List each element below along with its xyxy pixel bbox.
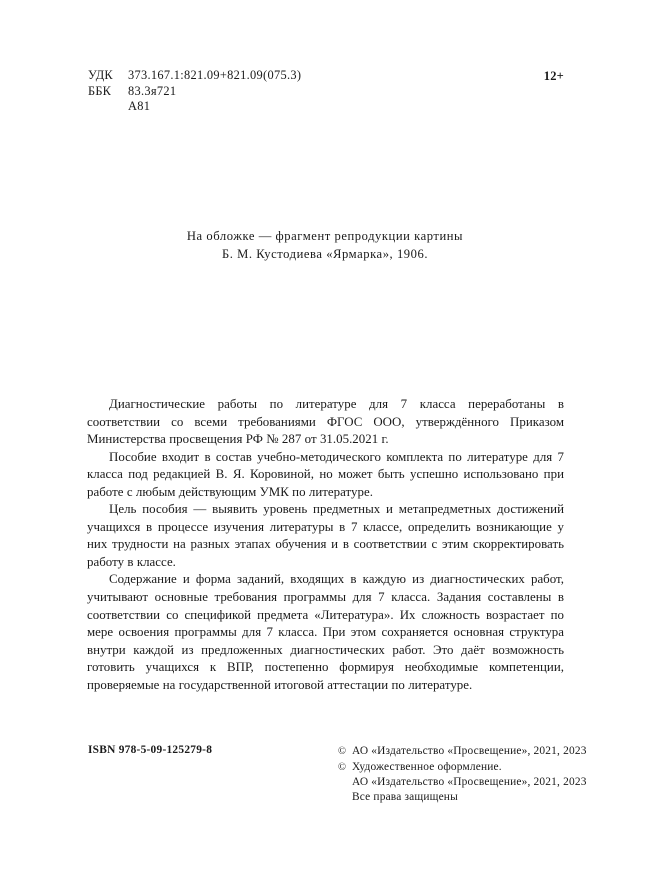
copyright-line-text: Художественное оформление. (352, 760, 502, 773)
age-rating-mark: 12+ (543, 69, 564, 83)
cover-credit-note (0, 228, 650, 263)
annotation-paragraph: Цель пособия — выявить уровень предметных и метапредметных достижений учащихся в процессе изучения литературы в 7 классе, определить возникающие у них трудности на разных этапах обучения и в соответствии с этим скорректировать работу в классе. (87, 502, 564, 569)
cover-credit-line-1: На обложке — фрагмент репродукции картины (186, 229, 464, 243)
copyright-icon: © (338, 761, 347, 773)
copyright-line (338, 790, 587, 805)
classification-row-bbk (88, 84, 301, 100)
udk-label: УДК (88, 68, 113, 82)
copyright-line (338, 760, 587, 776)
annotation-paragraph: Диагностические работы по литературе для 7 класса переработаны в соответствии со всеми требованиями ФГОС ООО, утверждённого Приказом Министерства просвещения РФ № 287 от 31.05.2021 г. (87, 397, 564, 447)
author-sign-value: А81 (128, 99, 151, 113)
classification-row-udk (88, 68, 301, 84)
isbn-text: ISBN 978-5-09-125279-8 (88, 744, 213, 756)
bbk-value: 83.3я721 (128, 83, 177, 98)
annotation-paragraph: Содержание и форма заданий, входящих в каждую из диагностических работ, учитывают основные требования программы для 7 класса. Задания составлены в соответствии со спецификой предмета «Литература». Их сложность возрастает по мере освоения программы для 7 класса. При этом сохраняется основная структура внутри каждой из предложенных диагностических работ. Это даёт возможность готовить учащихся к ВПР, постепенно формируя необходимые компетенции, проверяемые на государственной итоговой аттестации по литературе. (87, 572, 564, 692)
annotation-text (87, 396, 564, 694)
copyright-line-text: АО «Издательство «Просвещение», 2021, 2023 (352, 776, 587, 789)
bbk-label: ББК (88, 83, 112, 98)
copyright-icon: © (338, 746, 347, 757)
cover-credit-line-2: Б. М. Кустодиева «Ярмарка», 1906. (221, 246, 429, 261)
copyright-block (338, 744, 587, 804)
udk-value: 373.167.1:821.09+821.09(075.3) (128, 68, 302, 82)
copyright-line (338, 775, 587, 790)
annotation-paragraph: Пособие входит в состав учебно-методического комплекта по литературе для 7 класса под редакцией В. Я. Коровиной, но может быть успешно использовано при работе с любым действующим УМК по литературе. (87, 449, 564, 499)
author-sign-label (88, 99, 128, 115)
copyright-line-text: АО «Издательство «Просвещение», 2021, 2023 (352, 745, 587, 757)
classification-block (88, 68, 301, 115)
copyright-line-text: Все права защищены (352, 790, 458, 803)
copyright-line (338, 744, 587, 760)
classification-row-author-sign (88, 99, 301, 115)
